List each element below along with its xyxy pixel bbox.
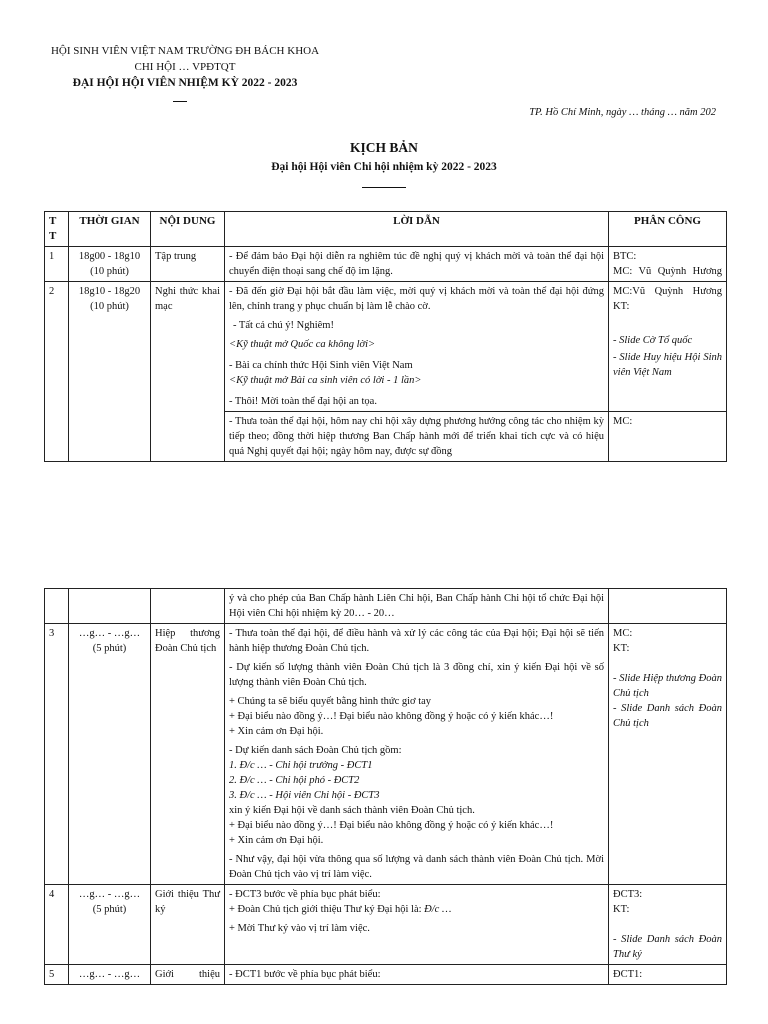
lead-line: + Xin cảm ơn Đại hội. (229, 835, 324, 846)
assign-line: MC: (613, 628, 633, 639)
row-time (69, 624, 151, 885)
row-number: 5 (45, 965, 69, 985)
col-header-assign: PHÂN CÔNG (609, 212, 727, 247)
lead-line: - Dự kiến số lượng thành viên Đoàn Chủ tịch là 3 đồng chí, xin ý kiến Đại hội về số lượng thành viên Đoàn Chủ tịch. (229, 662, 604, 688)
row-lead (225, 282, 609, 412)
row-content: Nghi thức khai mạc (151, 282, 225, 462)
row-assign (609, 247, 727, 282)
page-1-table-region (0, 0, 768, 484)
lead-line: <Kỹ thuật mở Quốc ca không lời> (229, 339, 376, 350)
time-range: 18g10 - 18g20 (78, 286, 141, 297)
assign-line: KT: (613, 904, 630, 915)
branch-name: CHI HỘI … VPĐTQT (134, 61, 236, 73)
lead-line: + Chúng ta sẽ biểu quyết bằng hình thức giơ tay (229, 696, 432, 707)
table-header-row (45, 212, 727, 247)
lead-line: - Bài ca chính thức Hội Sinh viên Việt Nam (229, 360, 413, 371)
row-time (69, 247, 151, 282)
col-header-content: NỘI DUNG (151, 212, 225, 247)
row-number: 2 (45, 282, 69, 462)
row-content: Giới thiệu (151, 965, 225, 985)
row-number: 4 (45, 885, 69, 965)
place-date: TP. Hồ Chí Minh, ngày … tháng … năm 202 (529, 107, 716, 118)
row-assign: ĐCT1: (609, 965, 727, 985)
row-time: …g… - …g… (69, 965, 151, 985)
lead-line: - Dự kiến danh sách Đoàn Chủ tịch gồm: (229, 745, 402, 756)
row-time (69, 885, 151, 965)
table-row (45, 247, 727, 282)
org-name: HỘI SINH VIÊN VIỆT NAM TRƯỜNG ĐH BÁCH KHOA (50, 45, 320, 57)
page-2-table-region (0, 586, 768, 1024)
table-row (45, 965, 727, 985)
row-content: Tập trung (151, 247, 225, 282)
lead-line: xin ý kiến Đại hội về danh sách thành viên Đoàn Chủ tịch. (229, 805, 475, 816)
time-range: 18g00 - 18g10 (78, 251, 141, 262)
col-header-lead: LỜI DẪN (225, 212, 609, 247)
row-lead (225, 885, 609, 965)
lead-line: - Thưa toàn thể đại hội, để điều hành và xử lý các công tác của Đại hội; Đại hội sẽ tiến hành hiệp thương Đoàn Chủ tịch. (229, 628, 604, 654)
lead-line: + Xin cảm ơn Đại hội. (229, 726, 324, 737)
table-row (45, 624, 727, 885)
lead-line: 1. Đ/c … - Chi hội trưởng - ĐCT1 (229, 760, 373, 771)
row-lead: - ĐCT1 bước về phía bục phát biểu: (225, 965, 609, 985)
row-assign (609, 282, 727, 412)
col-header-tt: T T (45, 212, 69, 247)
script-table-page-2 (44, 588, 727, 985)
row-assign (609, 885, 727, 965)
congress-name: ĐẠI HỘI HỘI VIÊN NHIỆM KỲ 2022 - 2023 (72, 77, 298, 89)
duration: (10 phút) (90, 266, 129, 277)
duration: (5 phút) (92, 643, 127, 654)
assign-line: - Slide Danh sách Đoàn Chủ tịch (613, 703, 722, 729)
table-row (45, 589, 727, 624)
table-row (45, 282, 727, 412)
row-content: Giới thiệu Thư ký (151, 885, 225, 965)
duration: (10 phút) (90, 301, 129, 312)
assign-line: MC:Vũ Quỳnh Hương (613, 286, 722, 297)
lead-line: - Thôi! Mời toàn thể đại hội an tọa. (229, 396, 377, 407)
row-content: Hiệp thương Đoàn Chủ tịch (151, 624, 225, 885)
script-table-page-1 (44, 211, 727, 462)
row-lead (225, 624, 609, 885)
lead-line: + Mời Thư ký vào vị trí làm việc. (229, 923, 370, 934)
assign-line: BTC: (613, 251, 637, 262)
col-header-time: THỜI GIAN (69, 212, 151, 247)
lead-line: - ĐCT3 bước về phía bục phát biểu: (229, 889, 381, 900)
lead-line: + Đại biểu nào đồng ý…! Đại biểu nào không đồng ý hoặc có ý kiến khác…! (229, 711, 554, 722)
table-row (45, 885, 727, 965)
lead-text: Đ/c … (424, 904, 452, 915)
row-time (69, 282, 151, 462)
lead-line: 2. Đ/c … - Chi hội phó - ĐCT2 (229, 775, 360, 786)
assign-line: KT: (613, 643, 630, 654)
row-lead: - Thưa toàn thể đại hội, hôm nay chi hội xây dựng phương hướng công tác cho nhiệm kỳ tiếp theo; đồng thời hiệp thương Ban Chấp hành mới để triển khai tích cực và có hiệu quả Nghị quyết đại hội; ngày hôm nay, được sự đồng (225, 412, 609, 462)
lead-line: - Như vậy, đại hội vừa thông qua số lượng và danh sách thành viên Đoàn Chủ tịch. Mời Đoàn Chủ tịch vào vị trí làm việc. (229, 854, 604, 880)
lead-line: 3. Đ/c … - Hội viên Chi hội - ĐCT3 (229, 790, 380, 801)
doc-title: KỊCH BẢN (350, 140, 418, 155)
row-lead: ý và cho phép của Ban Chấp hành Liên Chi hội, Ban Chấp hành Chi hội tổ chức Đại hội Hội viên Chi hội nhiệm kỳ 20… - 20… (225, 589, 609, 624)
assign-line: MC: Vũ Quỳnh Hương (613, 266, 722, 277)
assign-line: - Slide Danh sách Đoàn Thư ký (613, 934, 722, 960)
doc-subtitle: Đại hội Hội viên Chi hội nhiệm kỳ 2022 - 2023 (271, 161, 497, 173)
lead-text: + Đoàn Chủ tịch giới thiệu Thư ký Đại hội là: (229, 904, 425, 915)
row-assign (609, 624, 727, 885)
row-number: 3 (45, 624, 69, 885)
duration: (5 phút) (92, 904, 127, 915)
row-number: 1 (45, 247, 69, 282)
lead-line: - Đã đến giờ Đại hội bắt đầu làm việc, mời quý vị khách mời và toàn thể đại hội đứng lên, chỉnh trang y phục chuẩn bị làm lễ chào cờ. (229, 286, 604, 312)
assign-line: - Slide Cờ Tổ quốc (613, 335, 693, 346)
lead-line: - Tất cả chú ý! Nghiêm! (233, 320, 334, 331)
lead-line: + Đại biểu nào đồng ý…! Đại biểu nào không đồng ý hoặc có ý kiến khác…! (229, 820, 554, 831)
assign-line: KT: (613, 301, 630, 312)
time-range: …g… - …g… (78, 628, 141, 639)
lead-line (229, 902, 604, 917)
row-lead: - Để đảm bảo Đại hội diễn ra nghiêm túc đề nghị quý vị khách mời và toàn thể đại hội chuyển điện thoại sang chế độ im lặng. (225, 247, 609, 282)
assign-line: - Slide Huy hiệu Hội Sinh viên Việt Nam (613, 352, 722, 378)
row-assign: MC: (609, 412, 727, 462)
time-range: …g… - …g… (78, 889, 141, 900)
assign-line: - Slide Hiệp thương Đoàn Chủ tịch (613, 673, 722, 699)
lead-line: <Kỹ thuật mở Bài ca sinh viên có lời - 1 lần> (229, 375, 422, 386)
assign-line: ĐCT3: (613, 889, 643, 900)
